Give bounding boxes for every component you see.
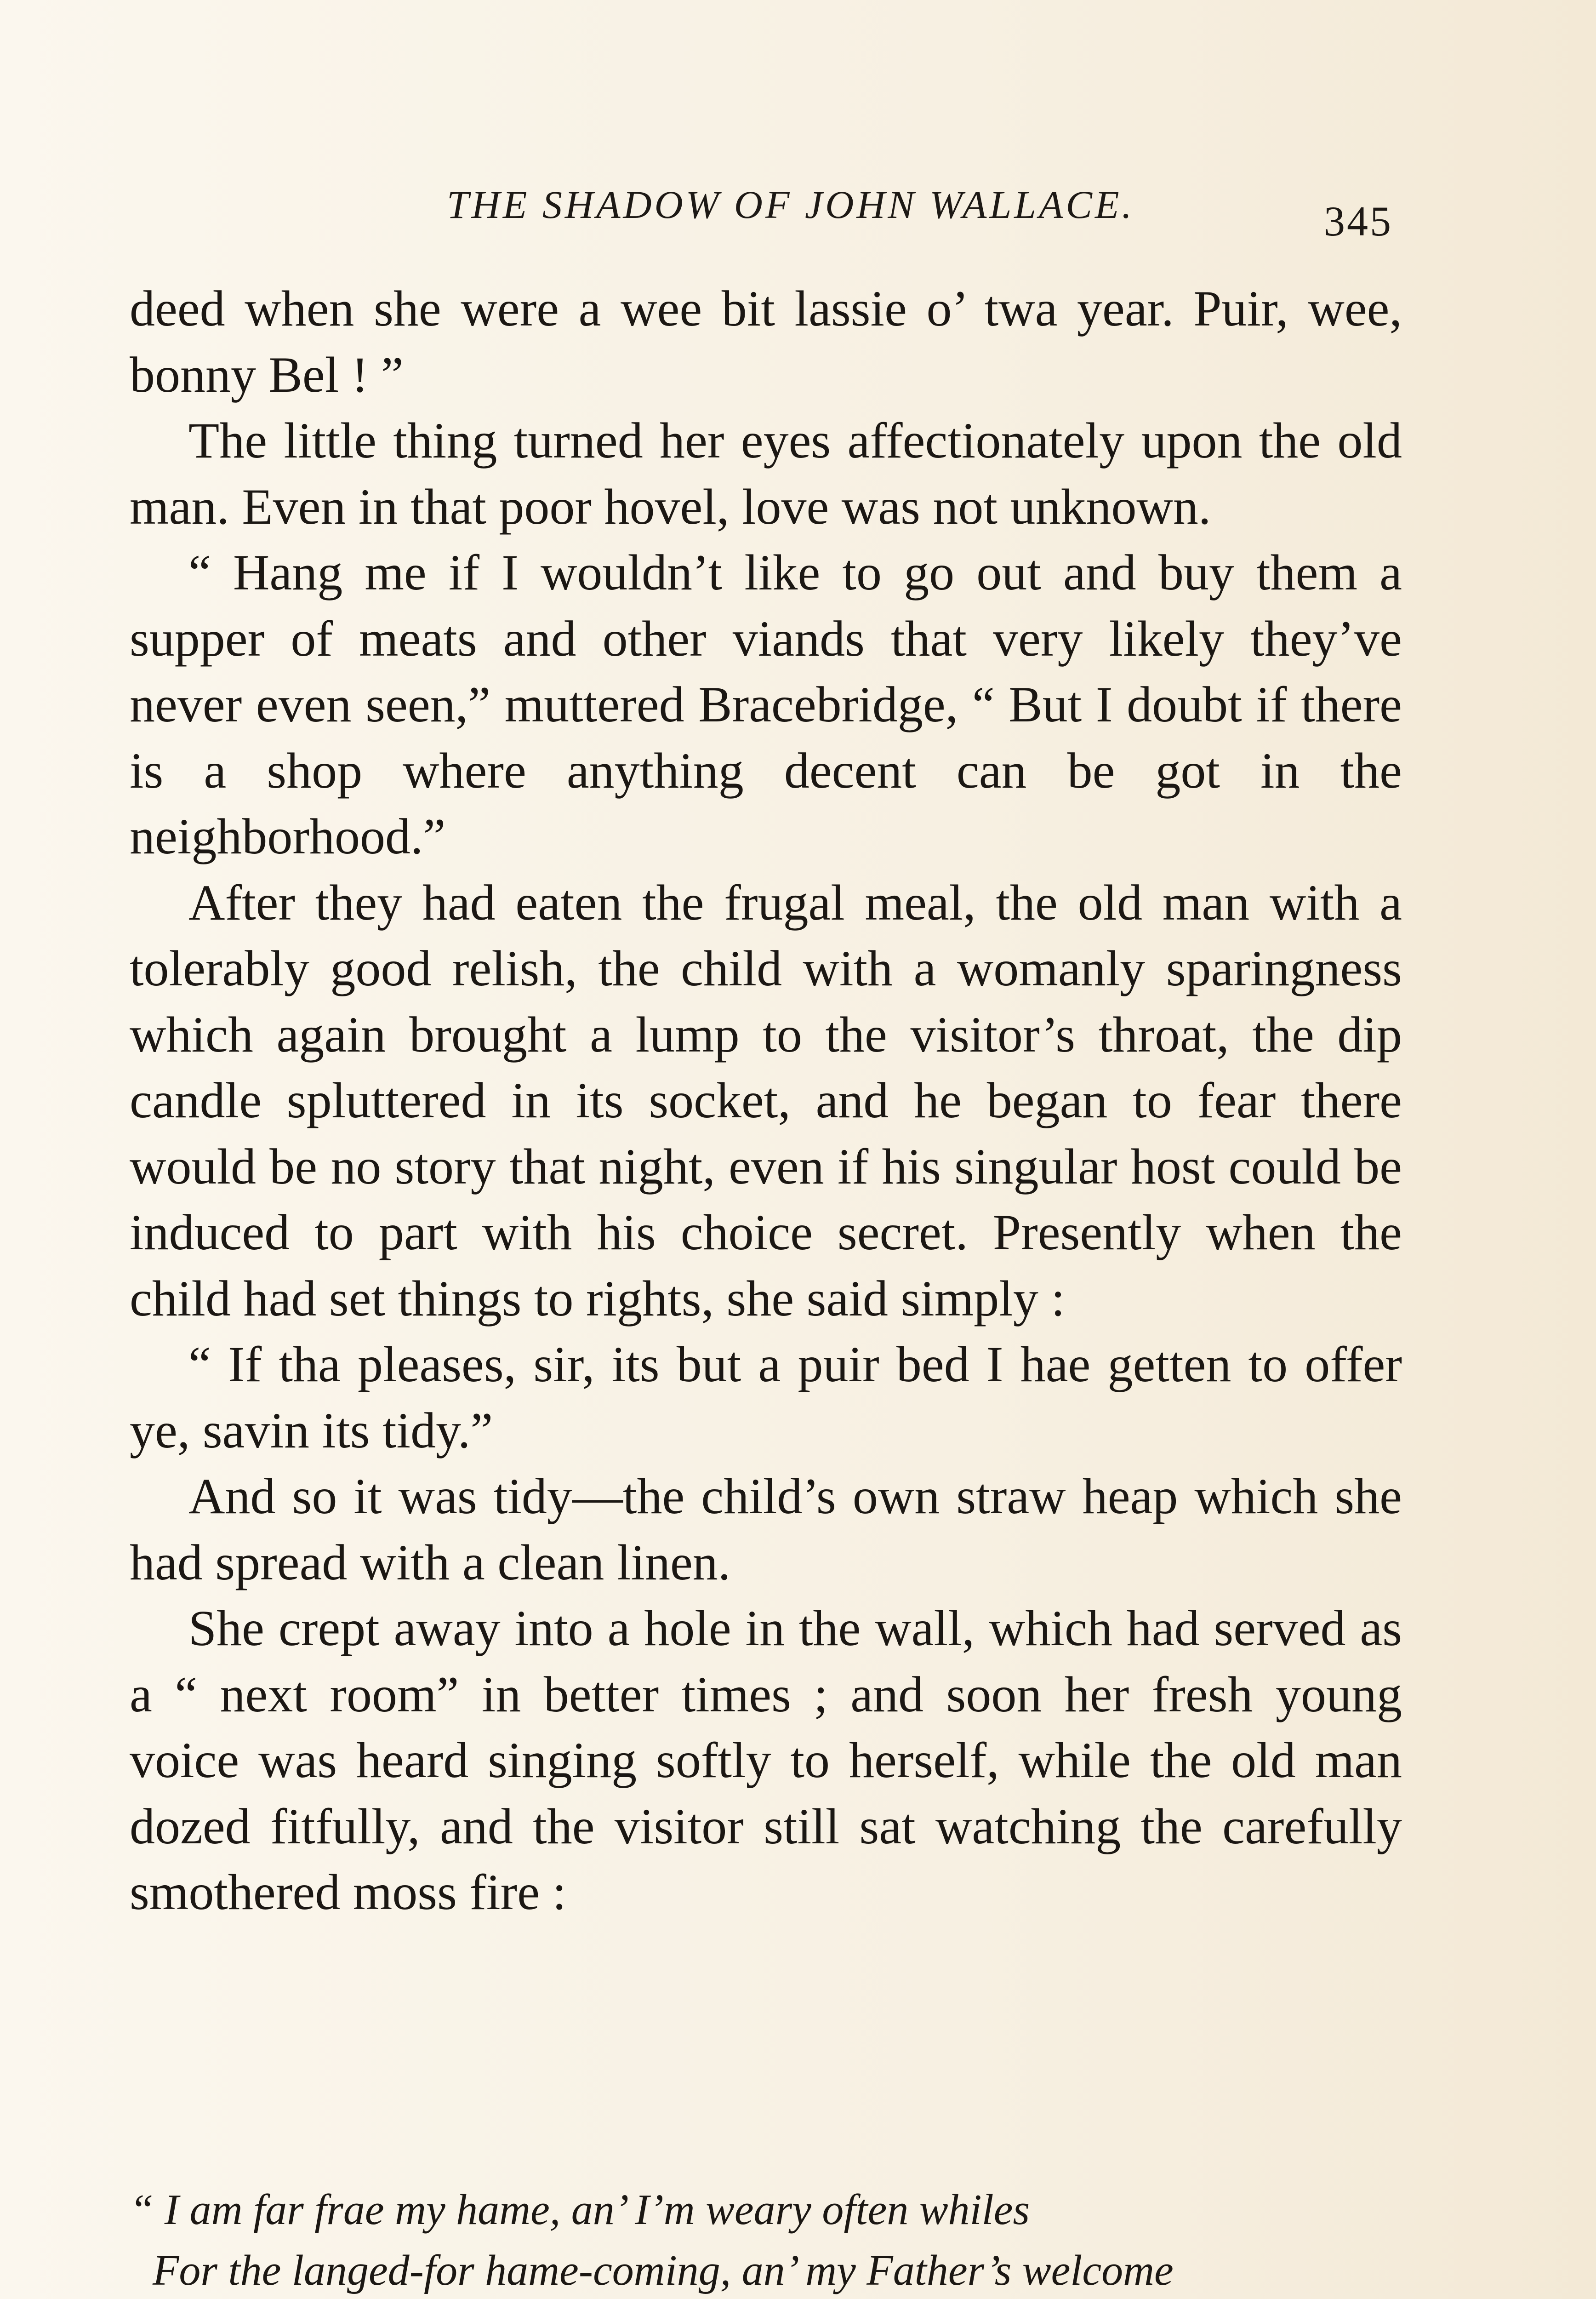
paragraph: After they had eaten the frugal meal, the old man with a tolerably good relish, the child with a womanly sparingness which again brought a lump to the visitor’s throat, the dip candle spluttered in its socket, and he began to fear there would be no story that night, even if his singular host could be induced to part with his choice secret. Presently when the child had set things to rights, she said simply : [130, 874, 1402, 1327]
paragraph: And so it was tidy—the child’s own straw heap which she had spread with a clean linen. [130, 1468, 1402, 1590]
paragraph: She crept away into a hole in the wall, which had served as a “ next room” in better times ; and soon her fresh young voice was heard singing softly to herself, while the old man dozed fitfully, and the visitor still sat watching the carefully smothered moss fire : [130, 1600, 1402, 1920]
paragraph: “ If tha pleases, sir, its but a puir bed I hae getten to offer ye, savin its tidy.” [130, 1336, 1402, 1458]
body-text [130, 276, 1402, 1926]
paragraph-continued: deed when she were a wee bit lassie o’ twa year. Puir, wee, bonny Bel ! ” [130, 280, 1402, 403]
page-number: 345 [1324, 198, 1393, 245]
verse-line: For the langed-for hame-coming, an’ my Father’s welcome [153, 2247, 1174, 2294]
paragraph: “ Hang me if I wouldn’t like to go out and buy them a supper of meats and other viands that very likely they’ve never even seen,” muttered Bracebridge, “ But I doubt if there is a shop where anything decent can be got in the neighborhood.” [130, 544, 1402, 864]
song-verse [130, 2179, 1402, 2299]
paragraph: The little thing turned her eyes affectionately upon the old man. Even in that poor hovel, love was not unknown. [130, 412, 1402, 535]
verse-line: “ I am far frae my hame, an’ I’m weary often whiles [130, 2186, 1030, 2234]
running-title: THE SHADOW OF JOHN WALLACE. [446, 183, 1135, 227]
